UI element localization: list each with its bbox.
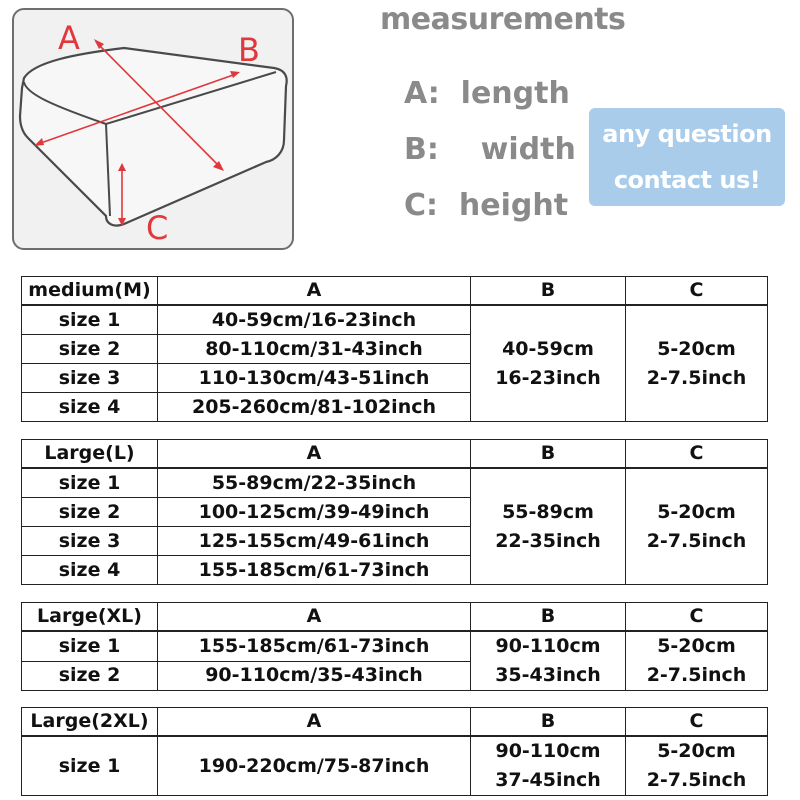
length-value: 40-59cm/16-23inch xyxy=(158,305,471,335)
size-label: size 1 xyxy=(22,305,158,335)
height-value xyxy=(626,631,768,691)
width-value xyxy=(471,631,626,691)
length-value: 90-110cm/35-43inch xyxy=(158,661,471,691)
contact-us-badge[interactable] xyxy=(589,108,785,206)
header-size-name: medium(M) xyxy=(22,277,158,306)
header-a: A xyxy=(158,277,471,306)
measurements-title: measurements xyxy=(380,2,626,37)
size-label: size 1 xyxy=(22,468,158,498)
legend-length: A: length xyxy=(404,76,570,111)
header-b: B xyxy=(471,708,626,737)
width-cm: 40-59cm xyxy=(502,337,594,360)
contact-line-1: any question xyxy=(602,120,772,148)
header-c: C xyxy=(626,708,768,737)
size-label: size 2 xyxy=(22,498,158,527)
length-value: 155-185cm/61-73inch xyxy=(158,556,471,585)
size-label: size 2 xyxy=(22,335,158,364)
width-cm: 90-110cm xyxy=(495,740,601,762)
length-value: 155-185cm/61-73inch xyxy=(158,631,471,661)
height-inch: 2-7.5inch xyxy=(646,366,747,389)
height-cm: 5-20cm xyxy=(657,740,736,762)
diagram-label-b: B xyxy=(238,31,260,69)
width-inch: 35-43inch xyxy=(495,664,601,686)
contact-line-2: contact us! xyxy=(613,166,761,194)
cushion-diagram xyxy=(12,8,294,250)
length-value: 80-110cm/31-43inch xyxy=(158,335,471,364)
size-label: size 4 xyxy=(22,393,158,422)
table-row xyxy=(22,468,768,498)
height-cm: 5-20cm xyxy=(657,337,736,360)
height-inch: 2-7.5inch xyxy=(646,664,747,686)
width-cm: 55-89cm xyxy=(502,500,594,523)
header-a: A xyxy=(158,440,471,469)
header-c: C xyxy=(626,277,768,306)
width-value xyxy=(471,468,626,585)
length-value: 205-260cm/81-102inch xyxy=(158,393,471,422)
header-a: A xyxy=(158,603,471,632)
length-value: 55-89cm/22-35inch xyxy=(158,468,471,498)
size-label: size 1 xyxy=(22,736,158,796)
height-value xyxy=(626,736,768,796)
header-c: C xyxy=(626,440,768,469)
header-b: B xyxy=(471,277,626,306)
diagram-label-c: C xyxy=(146,209,169,247)
size-table-large xyxy=(21,439,768,585)
header-size-name: Large(XL) xyxy=(22,603,158,632)
size-table-medium xyxy=(21,276,768,422)
width-inch: 16-23inch xyxy=(495,366,601,389)
legend-width: B: width xyxy=(404,132,576,167)
table-header-row xyxy=(22,440,768,469)
header-b: B xyxy=(471,603,626,632)
length-value: 125-155cm/49-61inch xyxy=(158,527,471,556)
width-value xyxy=(471,736,626,796)
width-inch: 37-45inch xyxy=(495,769,601,791)
table-header-row xyxy=(22,277,768,306)
diagram-label-a: A xyxy=(58,19,80,57)
length-value: 190-220cm/75-87inch xyxy=(158,736,471,796)
table-header-row xyxy=(22,708,768,737)
size-label: size 2 xyxy=(22,661,158,691)
header-c: C xyxy=(626,603,768,632)
size-table-xl xyxy=(21,602,768,691)
height-inch: 2-7.5inch xyxy=(646,769,747,791)
header-size-name: Large(2XL) xyxy=(22,708,158,737)
table-row xyxy=(22,736,768,796)
header-size-name: Large(L) xyxy=(22,440,158,469)
size-label: size 1 xyxy=(22,631,158,661)
height-value xyxy=(626,468,768,585)
header-a: A xyxy=(158,708,471,737)
height-cm: 5-20cm xyxy=(657,635,736,657)
table-header-row xyxy=(22,603,768,632)
length-value: 110-130cm/43-51inch xyxy=(158,364,471,393)
table-row xyxy=(22,631,768,661)
legend-height: C: height xyxy=(404,188,569,223)
header-b: B xyxy=(471,440,626,469)
size-label: size 3 xyxy=(22,364,158,393)
length-value: 100-125cm/39-49inch xyxy=(158,498,471,527)
width-cm: 90-110cm xyxy=(495,635,601,657)
height-inch: 2-7.5inch xyxy=(646,529,747,552)
height-value xyxy=(626,305,768,422)
size-label: size 3 xyxy=(22,527,158,556)
width-value xyxy=(471,305,626,422)
table-row xyxy=(22,305,768,335)
width-inch: 22-35inch xyxy=(495,529,601,552)
height-cm: 5-20cm xyxy=(657,500,736,523)
size-label: size 4 xyxy=(22,556,158,585)
size-table-2xl xyxy=(21,707,768,796)
